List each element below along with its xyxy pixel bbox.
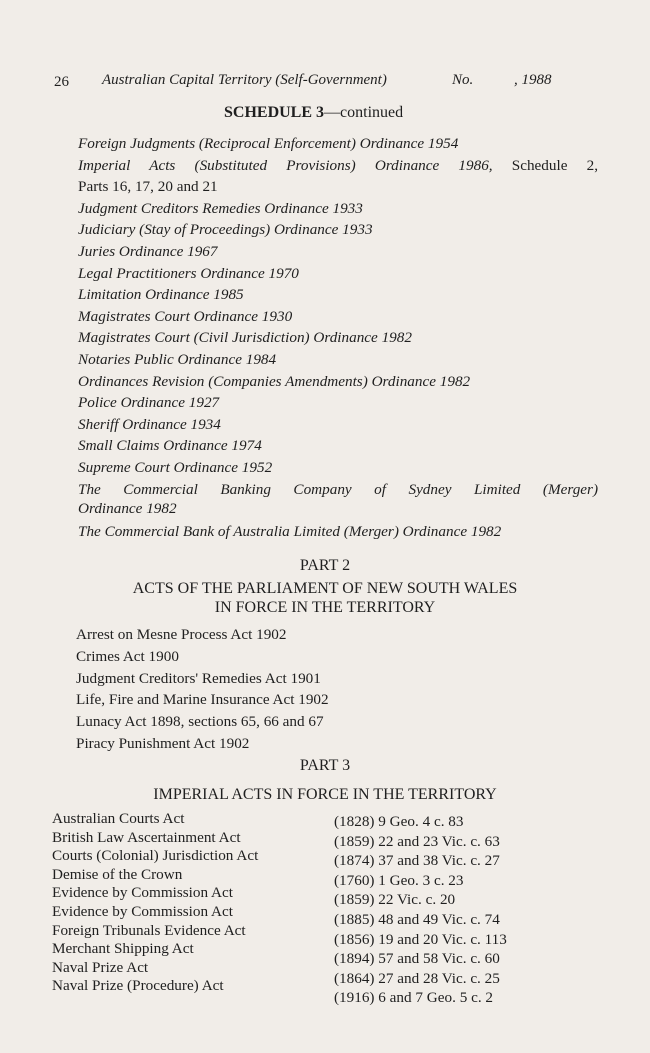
table-row bbox=[52, 902, 602, 928]
list-item: Legal Practitioners Ordinance 1970 bbox=[78, 264, 299, 282]
list-item: Lunacy Act 1898, sections 65, 66 and 67 bbox=[76, 713, 324, 731]
header-year: , 1988 bbox=[514, 72, 552, 88]
list-item bbox=[78, 155, 598, 177]
act-citation: (1859) 22 and 23 Vic. c. 63 bbox=[334, 832, 500, 850]
list-item-continuation: Parts 16, 17, 20 and 21 bbox=[78, 178, 218, 196]
act-name: British Law Ascertainment Act bbox=[52, 828, 241, 846]
header-number-label: No. bbox=[452, 72, 474, 88]
part2-title-line1: ACTS OF THE PARLIAMENT OF NEW SOUTH WALES bbox=[132, 580, 518, 597]
table-row bbox=[52, 921, 602, 948]
list-item: The Commercial Bank of Australia Limited (Merger) Ordinance 1982 bbox=[78, 523, 502, 541]
part3-heading: PART 3 bbox=[299, 757, 351, 774]
schedule-heading-suffix: —continued bbox=[324, 104, 404, 121]
list-item: Judgment Creditors' Remedies Act 1901 bbox=[76, 669, 321, 687]
act-name: Naval Prize Act bbox=[52, 958, 149, 976]
list-item: Arrest on Mesne Process Act 1902 bbox=[76, 626, 287, 643]
part2-heading: PART 2 bbox=[299, 557, 351, 574]
act-citation: (1885) 48 and 49 Vic. c. 74 bbox=[334, 910, 500, 928]
list-item: Foreign Judgments (Reciprocal Enforcement) Ordinance 1954 bbox=[78, 135, 459, 152]
act-name: Courts (Colonial) Jurisdiction Act bbox=[52, 847, 259, 865]
act-name: Naval Prize (Procedure) Act bbox=[52, 977, 224, 995]
act-citation: (1856) 19 and 20 Vic. c. 113 bbox=[334, 930, 507, 948]
list-item: Notaries Public Ordinance 1984 bbox=[78, 350, 277, 368]
list-item-suffix: Schedule 2, bbox=[492, 156, 599, 174]
list-item: Supreme Court Ordinance 1952 bbox=[78, 458, 273, 476]
act-citation: (1894) 57 and 58 Vic. c. 60 bbox=[334, 950, 500, 968]
table-row bbox=[52, 810, 602, 829]
act-citation: (1760) 1 Geo. 3 c. 23 bbox=[334, 871, 464, 889]
list-item: Police Ordinance 1927 bbox=[78, 394, 220, 412]
list-item-title: Imperial Acts (Substituted Provisions) Ordinance 1986, bbox=[78, 156, 493, 174]
list-item: Judiciary (Stay of Proceedings) Ordinance 1933 bbox=[78, 221, 373, 239]
part3-title: IMPERIAL ACTS IN FORCE IN THE TERRITORY bbox=[153, 786, 497, 803]
list-item: Ordinances Revision (Companies Amendments) Ordinance 1982 bbox=[78, 372, 471, 390]
act-name: Demise of the Crown bbox=[52, 865, 183, 883]
act-citation: (1864) 27 and 28 Vic. c. 25 bbox=[334, 969, 500, 987]
act-citation: (1916) 6 and 7 Geo. 5 c. 2 bbox=[334, 989, 494, 1007]
table-row bbox=[52, 829, 602, 848]
nsw-acts-list bbox=[76, 624, 576, 755]
act-name: Merchant Shipping Act bbox=[52, 940, 194, 958]
act-citation: (1859) 22 Vic. c. 20 bbox=[334, 891, 456, 909]
schedule-heading-main: SCHEDULE 3 bbox=[224, 104, 325, 121]
act-name: Evidence by Commission Act bbox=[52, 884, 233, 902]
table-row bbox=[52, 847, 602, 870]
list-item: Limitation Ordinance 1985 bbox=[78, 286, 244, 304]
list-item: Piracy Punishment Act 1902 bbox=[76, 734, 250, 752]
header-title: Australian Capital Territory (Self-Government) bbox=[102, 72, 387, 88]
list-item: Small Claims Ordinance 1974 bbox=[78, 437, 262, 455]
list-item-continuation: Ordinance 1982 bbox=[78, 500, 177, 518]
list-item: Sheriff Ordinance 1934 bbox=[78, 415, 221, 433]
ordinance-list bbox=[78, 133, 598, 543]
table-row bbox=[52, 977, 602, 1007]
act-name: Evidence by Commission Act bbox=[52, 902, 233, 920]
table-row bbox=[52, 865, 602, 889]
part2-title-line2: IN FORCE IN THE TERRITORY bbox=[214, 599, 436, 616]
imperial-acts-table bbox=[52, 810, 602, 1007]
page-number: 26 bbox=[54, 74, 69, 90]
list-item: Magistrates Court (Civil Jurisdiction) Ordinance 1982 bbox=[78, 329, 412, 347]
list-item: The Commercial Banking Company of Sydney Limited (Merger) bbox=[78, 480, 598, 498]
list-item: Crimes Act 1900 bbox=[76, 647, 179, 665]
list-item: Juries Ordinance 1967 bbox=[78, 242, 218, 260]
act-citation: (1874) 37 and 38 Vic. c. 27 bbox=[334, 852, 500, 870]
schedule-heading bbox=[224, 104, 403, 122]
list-item: Life, Fire and Marine Insurance Act 1902 bbox=[76, 691, 329, 709]
running-header bbox=[54, 70, 554, 94]
act-name: Australian Courts Act bbox=[52, 810, 185, 827]
list-item: Magistrates Court Ordinance 1930 bbox=[78, 307, 293, 325]
list-item: Judgment Creditors Remedies Ordinance 1933 bbox=[78, 199, 363, 217]
table-row bbox=[52, 884, 602, 909]
act-citation: (1828) 9 Geo. 4 c. 83 bbox=[334, 813, 464, 830]
act-name: Foreign Tribunals Evidence Act bbox=[52, 921, 246, 939]
